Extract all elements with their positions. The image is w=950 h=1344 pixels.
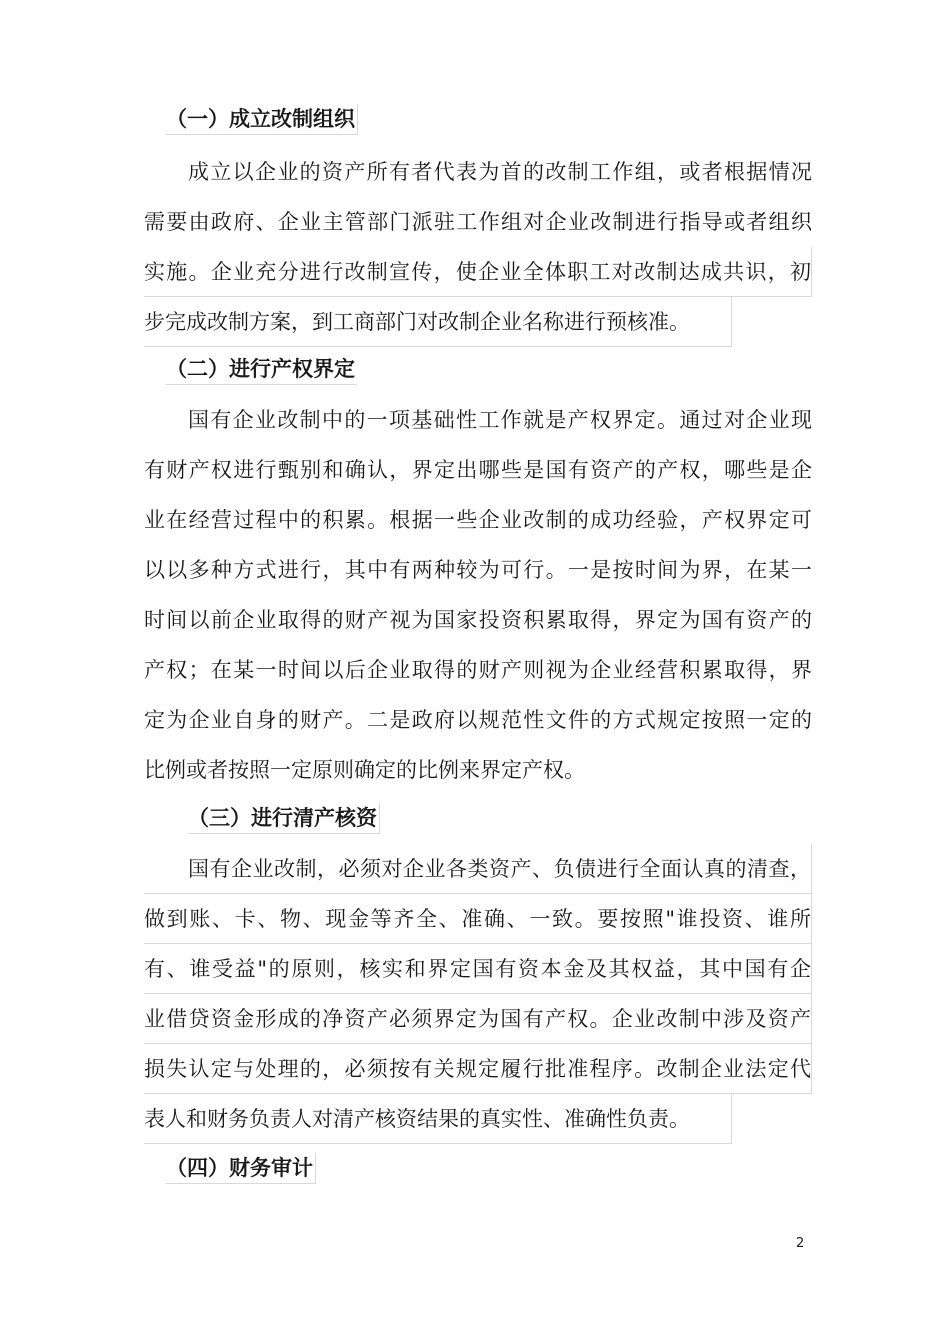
- section-heading-4: （四）财务审计: [166, 1153, 316, 1184]
- paragraph-line: 损失认定与处理的，必须按有关规定履行批准程序。改制企业法定代: [144, 1044, 812, 1094]
- paragraph-line: 以以多种方式进行，其中有两种较为可行。一是按时间为界，在某一: [144, 558, 812, 582]
- paragraph-line: 比例或者按照一定原则确定的比例来界定产权。: [144, 758, 585, 782]
- paragraph-line: 需要由政府、企业主管部门派驻工作组对企业改制进行指导或者组织: [144, 210, 812, 234]
- paragraph-line: 有、谁受益"的原则，核实和界定国有资本金及其权益，其中国有企: [144, 944, 812, 994]
- paragraph-line: 做到账、卡、物、现金等齐全、准确、一致。要按照"谁投资、谁所: [144, 894, 812, 944]
- paragraph-line: 步完成改制方案，到工商部门对改制企业名称进行预核准。: [144, 297, 732, 347]
- section-paragraph-2: [144, 395, 812, 795]
- page-number: 2: [796, 1236, 805, 1251]
- section-heading-3: （三）进行清产核资: [188, 803, 380, 834]
- paragraph-line: 国有企业改制，必须对企业各类资产、负债进行全面认真的清查，: [144, 844, 812, 894]
- paragraph-line: 业在经营过程中的积累。根据一些企业改制的成功经验，产权界定可: [144, 508, 812, 532]
- paragraph-line: 表人和财务负责人对清产核资结果的真实性、准确性负责。: [144, 1094, 732, 1144]
- paragraph-line: 有财产权进行甄别和确认，界定出哪些是国有资产的产权，哪些是企: [144, 458, 812, 482]
- paragraph-line: 定为企业自身的财产。二是政府以规范性文件的方式规定按照一定的: [144, 708, 812, 732]
- section-paragraph-3: [144, 844, 812, 1144]
- paragraph-line: 产权；在某一时间以后企业取得的财产则视为企业经营积累取得，界: [144, 658, 812, 682]
- paragraph-line: 实施。企业充分进行改制宣传，使企业全体职工对改制达成共识，初: [144, 247, 812, 297]
- section-heading-2: （二）进行产权界定: [166, 354, 357, 385]
- section-paragraph-1: [144, 147, 812, 347]
- paragraph-line: 业借贷资金形成的净资产必须界定为国有产权。企业改制中涉及资产: [144, 994, 812, 1044]
- paragraph-line: 成立以企业的资产所有者代表为首的改制工作组，或者根据情况: [188, 160, 812, 184]
- paragraph-line: 时间以前企业取得的财产视为国家投资积累取得，界定为国有资产的: [144, 608, 812, 632]
- section-heading-1: （一）成立改制组织: [166, 104, 358, 135]
- paragraph-line: 国有企业改制中的一项基础性工作就是产权界定。通过对企业现: [188, 408, 812, 432]
